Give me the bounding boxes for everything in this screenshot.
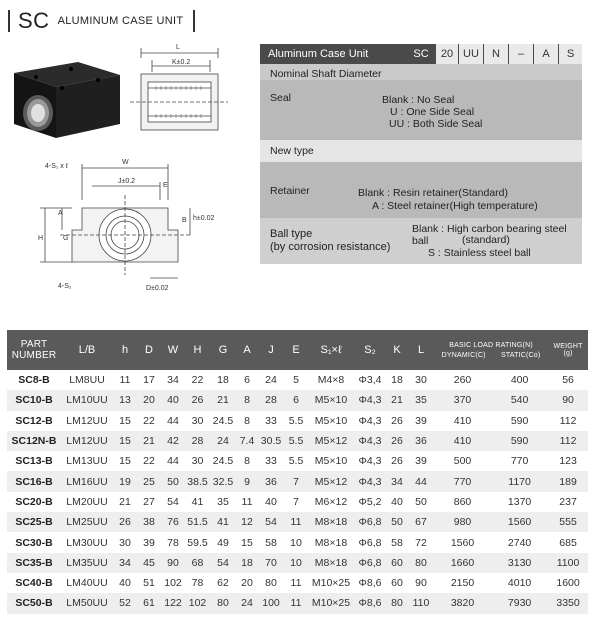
col-A: A bbox=[236, 330, 258, 370]
table-cell: 50 bbox=[415, 495, 427, 508]
table-cell: Φ4,3 bbox=[358, 455, 382, 468]
table-cell: 2740 bbox=[507, 536, 532, 549]
col-J: J bbox=[258, 330, 284, 370]
dim-G: G bbox=[63, 235, 69, 242]
table-cell: 80 bbox=[265, 577, 277, 590]
table-cell: 80 bbox=[210, 593, 236, 613]
table-cell: 51 bbox=[143, 577, 155, 590]
table-row bbox=[7, 492, 588, 512]
table-cell: 102 bbox=[185, 593, 210, 613]
table-cell: 42 bbox=[161, 431, 185, 451]
table-cell: M4×8 bbox=[317, 374, 345, 387]
table-cell: 62 bbox=[217, 577, 229, 590]
table-cell: 60 bbox=[386, 553, 408, 573]
series-subtitle: ALUMINUM CASE UNIT bbox=[57, 15, 184, 27]
table-cell: 7 bbox=[284, 471, 308, 491]
table-cell: M10×25 bbox=[308, 593, 354, 613]
table-cell: 370 bbox=[434, 390, 491, 410]
table-cell: 110 bbox=[408, 593, 434, 613]
table-cell: M6×12 bbox=[314, 495, 348, 508]
table-cell: LM10UU bbox=[61, 390, 113, 410]
table-cell: 44 bbox=[167, 414, 179, 427]
table-cell: M5×10 bbox=[308, 390, 354, 410]
new-type-label: New type bbox=[270, 145, 314, 157]
table-cell: 10 bbox=[290, 536, 302, 549]
table-cell: Φ6,8 bbox=[354, 512, 386, 532]
table-cell: 90 bbox=[548, 390, 588, 410]
table-cell: 24 bbox=[210, 431, 236, 451]
table-cell: 39 bbox=[143, 536, 155, 549]
table-cell: 102 bbox=[164, 577, 182, 590]
table-cell: 15 bbox=[119, 455, 131, 468]
table-cell: LM12UU bbox=[61, 431, 113, 451]
table-cell: 54 bbox=[210, 553, 236, 573]
col-K: K bbox=[386, 330, 408, 370]
table-cell: 30 bbox=[191, 414, 204, 427]
table-cell: 1560 bbox=[450, 536, 475, 549]
dim-H: H bbox=[38, 235, 44, 242]
col-E: E bbox=[284, 330, 308, 370]
table-cell: 18 bbox=[217, 374, 229, 387]
col-part: PART NUMBER bbox=[7, 330, 61, 370]
table-cell: 41 bbox=[191, 495, 204, 508]
table-cell: 5.5 bbox=[284, 431, 308, 451]
col-static: STATIC(Co) bbox=[500, 351, 541, 359]
table-cell: 1100 bbox=[548, 553, 588, 573]
table-cell: 90 bbox=[161, 553, 185, 573]
table-cell: 28 bbox=[258, 390, 284, 410]
ball-option: (standard) bbox=[462, 234, 510, 246]
table-cell: 32.5 bbox=[210, 471, 236, 491]
table-cell: 410 bbox=[434, 431, 491, 451]
part-number-cell: SC50-B bbox=[7, 593, 61, 613]
table-cell: 40 bbox=[119, 577, 131, 590]
table-cell: 34 bbox=[167, 374, 179, 387]
table-cell: 67 bbox=[408, 512, 434, 532]
table-row bbox=[7, 471, 588, 491]
table-cell: 860 bbox=[453, 495, 472, 508]
table-cell: 26 bbox=[391, 414, 403, 427]
table-cell: Φ4,3 bbox=[354, 431, 386, 451]
table-cell: M10×25 bbox=[311, 577, 351, 590]
table-cell: 770 bbox=[510, 455, 529, 468]
table-cell: 52 bbox=[113, 593, 137, 613]
table-row bbox=[7, 411, 588, 431]
series-code: SC bbox=[18, 8, 50, 33]
table-cell: 17 bbox=[143, 374, 155, 387]
table-cell: 11 bbox=[284, 512, 308, 532]
table-cell: Φ8,6 bbox=[354, 593, 386, 613]
part-number-cell: SC35-B bbox=[7, 553, 61, 573]
ball-option: S : Stainless steel ball bbox=[428, 247, 531, 259]
part-number-cell: SC16-B bbox=[7, 471, 61, 491]
table-cell: M8×18 bbox=[314, 536, 348, 549]
table-cell: 11 bbox=[290, 577, 302, 590]
table-cell: 30.5 bbox=[258, 431, 284, 451]
part-number-cell: SC12-B bbox=[15, 414, 53, 427]
table-body bbox=[7, 370, 588, 614]
seal-label: Seal bbox=[270, 92, 292, 104]
table-cell: 5.5 bbox=[288, 414, 304, 427]
retainer-label: Retainer bbox=[270, 185, 310, 197]
table-cell: 51.5 bbox=[185, 512, 210, 532]
col-h: h bbox=[113, 330, 137, 370]
table-cell: 24 bbox=[236, 593, 258, 613]
col-H: H bbox=[185, 330, 210, 370]
table-cell: Φ4,3 bbox=[358, 414, 382, 427]
col-lb: L/B bbox=[61, 330, 113, 370]
dim-W: W bbox=[122, 159, 129, 166]
table-cell: 78 bbox=[191, 577, 204, 590]
col-L: L bbox=[408, 330, 434, 370]
table-cell: 500 bbox=[453, 455, 472, 468]
table-cell: LM13UU bbox=[66, 455, 108, 468]
header-divider bbox=[8, 10, 10, 32]
table-cell: 21 bbox=[137, 431, 161, 451]
col-G: G bbox=[210, 330, 236, 370]
table-cell: 980 bbox=[434, 512, 491, 532]
table-cell: 260 bbox=[453, 374, 472, 387]
table-cell: 35 bbox=[408, 390, 434, 410]
table-cell: 80 bbox=[386, 593, 408, 613]
table-cell: 3820 bbox=[434, 593, 491, 613]
part-number-cell: SC12N-B bbox=[7, 431, 61, 451]
table-cell: 22 bbox=[191, 374, 204, 387]
table-cell: 56 bbox=[562, 374, 574, 387]
nominal-label: Nominal Shaft Diameter bbox=[270, 68, 382, 80]
table-cell: LM20UU bbox=[66, 495, 108, 508]
retainer-option: Blank : Resin retainer(Standard) bbox=[358, 187, 508, 199]
table-cell: 26 bbox=[391, 455, 403, 468]
table-cell: 10 bbox=[284, 553, 308, 573]
table-cell: 11 bbox=[284, 593, 308, 613]
table-cell: 68 bbox=[185, 553, 210, 573]
table-cell: 11 bbox=[119, 374, 131, 387]
dim-J: J±0.2 bbox=[118, 178, 136, 185]
table-cell: LM12UU bbox=[66, 414, 108, 427]
table-cell: 22 bbox=[143, 414, 155, 427]
seal-option: U : One Side Seal bbox=[390, 106, 475, 118]
seal-option: Blank : No Seal bbox=[382, 94, 455, 106]
table-cell: 26 bbox=[386, 431, 408, 451]
part-number-cell: SC30-B bbox=[15, 536, 53, 549]
table-cell: 2150 bbox=[450, 577, 475, 590]
table-cell: 12 bbox=[236, 512, 258, 532]
dim-E: E bbox=[163, 182, 168, 189]
table-cell: 26 bbox=[185, 390, 210, 410]
table-cell: 1600 bbox=[556, 577, 580, 590]
table-cell: 15 bbox=[113, 431, 137, 451]
table-cell: M5×12 bbox=[308, 471, 354, 491]
col-S2: S₂ bbox=[354, 330, 386, 370]
table-cell: M5×12 bbox=[308, 431, 354, 451]
table-cell: Φ6,8 bbox=[358, 536, 382, 549]
table-cell: 19 bbox=[113, 471, 137, 491]
table-cell: 36 bbox=[408, 431, 434, 451]
table-cell: 41 bbox=[210, 512, 236, 532]
table-row bbox=[7, 512, 588, 532]
table-cell: M8×18 bbox=[308, 512, 354, 532]
table-row bbox=[7, 553, 588, 573]
table-cell: 50 bbox=[161, 471, 185, 491]
part-code-panel bbox=[260, 44, 582, 264]
table-cell: 80 bbox=[408, 553, 434, 573]
table-cell: 189 bbox=[548, 471, 588, 491]
table-cell: 8 bbox=[244, 414, 250, 427]
table-cell: 1170 bbox=[491, 471, 548, 491]
code-dash: – bbox=[509, 44, 533, 64]
table-cell: 4010 bbox=[507, 577, 532, 590]
table-cell: 123 bbox=[559, 455, 577, 468]
table-cell: 24.5 bbox=[212, 414, 234, 427]
table-cell: 770 bbox=[434, 471, 491, 491]
table-cell: 54 bbox=[258, 512, 284, 532]
table-cell: 58 bbox=[265, 536, 277, 549]
retainer-option: A : Steel retainer(High temperature) bbox=[372, 200, 538, 212]
table-cell: 7 bbox=[293, 495, 299, 508]
table-cell: 78 bbox=[167, 536, 179, 549]
table-cell: 13 bbox=[113, 390, 137, 410]
table-cell: 7.4 bbox=[236, 431, 258, 451]
table-cell: 45 bbox=[137, 553, 161, 573]
table-cell: LM16UU bbox=[61, 471, 113, 491]
table-cell: 44 bbox=[167, 455, 179, 468]
ball-type-label: Ball type bbox=[270, 228, 313, 240]
ball-type-sublabel: (by corrosion resistance) bbox=[270, 241, 391, 253]
seal-option: UU : Both Side Seal bbox=[389, 118, 483, 130]
technical-drawings bbox=[0, 40, 260, 300]
table-cell: 3130 bbox=[491, 553, 548, 573]
load-title: BASIC LOAD RATING(N) bbox=[449, 341, 533, 349]
table-cell: Φ5,2 bbox=[358, 495, 382, 508]
table-cell: 8 bbox=[236, 390, 258, 410]
table-cell: 22 bbox=[143, 455, 155, 468]
code-header bbox=[260, 44, 582, 64]
table-cell: 6 bbox=[244, 374, 250, 387]
table-cell: Φ6,8 bbox=[354, 553, 386, 573]
table-cell: Φ4,3 bbox=[354, 390, 386, 410]
header-divider bbox=[193, 10, 195, 32]
table-cell: 24 bbox=[265, 374, 277, 387]
table-cell: 1660 bbox=[434, 553, 491, 573]
table-cell: 11 bbox=[241, 495, 253, 508]
weight-title: WEIGHT bbox=[553, 343, 583, 350]
table-cell: LM40UU bbox=[66, 577, 108, 590]
table-cell: Φ8,6 bbox=[358, 577, 382, 590]
part-number-cell: SC40-B bbox=[15, 577, 53, 590]
table-cell: 38 bbox=[137, 512, 161, 532]
load-subheaders bbox=[434, 352, 548, 359]
table-cell: 20 bbox=[241, 577, 253, 590]
table-cell: 35 bbox=[217, 495, 229, 508]
code-ball: S bbox=[559, 44, 582, 64]
table-row bbox=[7, 431, 588, 451]
table-cell: 20 bbox=[137, 390, 161, 410]
table-cell: 36 bbox=[258, 471, 284, 491]
table-cell: 27 bbox=[143, 495, 155, 508]
table-cell: 100 bbox=[258, 593, 284, 613]
table-cell: 26 bbox=[113, 512, 137, 532]
table-cell: 40 bbox=[391, 495, 403, 508]
table-cell: 58 bbox=[391, 536, 403, 549]
table-cell: 7930 bbox=[491, 593, 548, 613]
dim-K: K±0.2 bbox=[172, 59, 191, 66]
page-header bbox=[8, 8, 195, 34]
part-number-cell: SC25-B bbox=[7, 512, 61, 532]
table-cell: 59.5 bbox=[187, 536, 208, 549]
table-cell: 21 bbox=[386, 390, 408, 410]
col-weight bbox=[548, 330, 588, 370]
col-dynamic: DYNAMIC(C) bbox=[441, 351, 486, 359]
table-cell: 33 bbox=[265, 414, 277, 427]
table-cell: 33 bbox=[265, 455, 277, 468]
table-cell: 49 bbox=[217, 536, 229, 549]
table-row bbox=[7, 532, 588, 552]
table-cell: 5 bbox=[293, 374, 299, 387]
table-cell: 38.5 bbox=[185, 471, 210, 491]
table-cell: 21 bbox=[210, 390, 236, 410]
table-cell: 18 bbox=[391, 374, 403, 387]
table-cell: 5.5 bbox=[288, 455, 304, 468]
table-cell: 9 bbox=[236, 471, 258, 491]
table-row bbox=[7, 593, 588, 613]
table-cell: 24.5 bbox=[212, 455, 234, 468]
code-shaft: 20 bbox=[436, 44, 458, 64]
table-cell: 39 bbox=[415, 455, 427, 468]
table-cell: 400 bbox=[510, 374, 529, 387]
dim-D: D±0.02 bbox=[146, 285, 169, 292]
code-title: Aluminum Case Unit bbox=[268, 48, 369, 60]
part-number-cell: SC20-B bbox=[15, 495, 53, 508]
part-number-cell: SC13-B bbox=[15, 455, 53, 468]
table-cell: 540 bbox=[491, 390, 548, 410]
dim-holes: 4-S₁ x ℓ bbox=[45, 163, 68, 170]
dim-B: B bbox=[182, 217, 187, 224]
table-cell: 685 bbox=[559, 536, 577, 549]
table-cell: LM50UU bbox=[61, 593, 113, 613]
table-cell: M8×18 bbox=[308, 553, 354, 573]
col-D: D bbox=[137, 330, 161, 370]
table-cell: LM30UU bbox=[66, 536, 108, 549]
table-cell: 40 bbox=[161, 390, 185, 410]
table-cell: 25 bbox=[137, 471, 161, 491]
table-header-row bbox=[7, 330, 588, 370]
table-cell: 30 bbox=[415, 374, 427, 387]
table-cell: 39 bbox=[415, 414, 427, 427]
table-cell: 6 bbox=[284, 390, 308, 410]
table-cell: 76 bbox=[161, 512, 185, 532]
table-cell: 410 bbox=[453, 414, 472, 427]
table-cell: Φ4,3 bbox=[354, 471, 386, 491]
table-row bbox=[7, 451, 588, 471]
table-cell: 50 bbox=[386, 512, 408, 532]
table-cell: LM8UU bbox=[69, 374, 105, 387]
dim-S2: 4-S₂ bbox=[58, 283, 72, 290]
table-cell: 590 bbox=[510, 414, 529, 427]
table-cell: 1370 bbox=[507, 495, 532, 508]
part-number-cell: SC8-B bbox=[18, 374, 50, 387]
table-cell: 28 bbox=[185, 431, 210, 451]
table-cell: 72 bbox=[415, 536, 427, 549]
table-cell: 15 bbox=[241, 536, 253, 549]
col-W: W bbox=[161, 330, 185, 370]
ball-option: Blank : High carbon bearing steel ball bbox=[412, 223, 567, 247]
table-cell: LM35UU bbox=[61, 553, 113, 573]
product-photo bbox=[14, 62, 120, 138]
table-cell: 60 bbox=[391, 577, 403, 590]
col-S1: S₁×ℓ bbox=[308, 330, 354, 370]
table-cell: M5×10 bbox=[314, 414, 348, 427]
table-cell: LM25UU bbox=[61, 512, 113, 532]
table-cell: 15 bbox=[119, 414, 131, 427]
table-row bbox=[7, 390, 588, 410]
table-row bbox=[7, 573, 588, 593]
table-cell: 112 bbox=[548, 431, 588, 451]
code-retainer: A bbox=[534, 44, 558, 64]
col-load-rating bbox=[434, 330, 548, 370]
table-cell: 555 bbox=[548, 512, 588, 532]
dim-L: L bbox=[176, 44, 180, 51]
table-cell: 21 bbox=[119, 495, 131, 508]
table-cell: 18 bbox=[236, 553, 258, 573]
part-number-cell: SC10-B bbox=[7, 390, 61, 410]
table-cell: Φ3,4 bbox=[358, 374, 382, 387]
table-cell: 54 bbox=[167, 495, 179, 508]
table-cell: 30 bbox=[119, 536, 131, 549]
table-cell: 30 bbox=[191, 455, 204, 468]
code-series: SC bbox=[407, 44, 435, 64]
table-cell: 34 bbox=[113, 553, 137, 573]
table-cell: 112 bbox=[559, 414, 577, 427]
table-cell: 237 bbox=[559, 495, 577, 508]
table-cell: 3350 bbox=[548, 593, 588, 613]
dim-h: h±0.02 bbox=[193, 215, 215, 222]
table-cell: 1560 bbox=[491, 512, 548, 532]
spec-table bbox=[7, 330, 588, 614]
table-cell: 40 bbox=[265, 495, 277, 508]
table-cell: 44 bbox=[408, 471, 434, 491]
table-cell: M5×10 bbox=[314, 455, 348, 468]
table-cell: 34 bbox=[386, 471, 408, 491]
dim-A: A bbox=[58, 210, 63, 217]
table-cell: 8 bbox=[244, 455, 250, 468]
table-cell: 61 bbox=[137, 593, 161, 613]
code-seal: UU bbox=[459, 44, 483, 64]
code-new: N bbox=[484, 44, 508, 64]
weight-unit: (g) bbox=[563, 350, 573, 357]
table-cell: 122 bbox=[161, 593, 185, 613]
table-row bbox=[7, 370, 588, 390]
table-cell: 90 bbox=[415, 577, 427, 590]
table-cell: 590 bbox=[491, 431, 548, 451]
table-cell: 70 bbox=[258, 553, 284, 573]
